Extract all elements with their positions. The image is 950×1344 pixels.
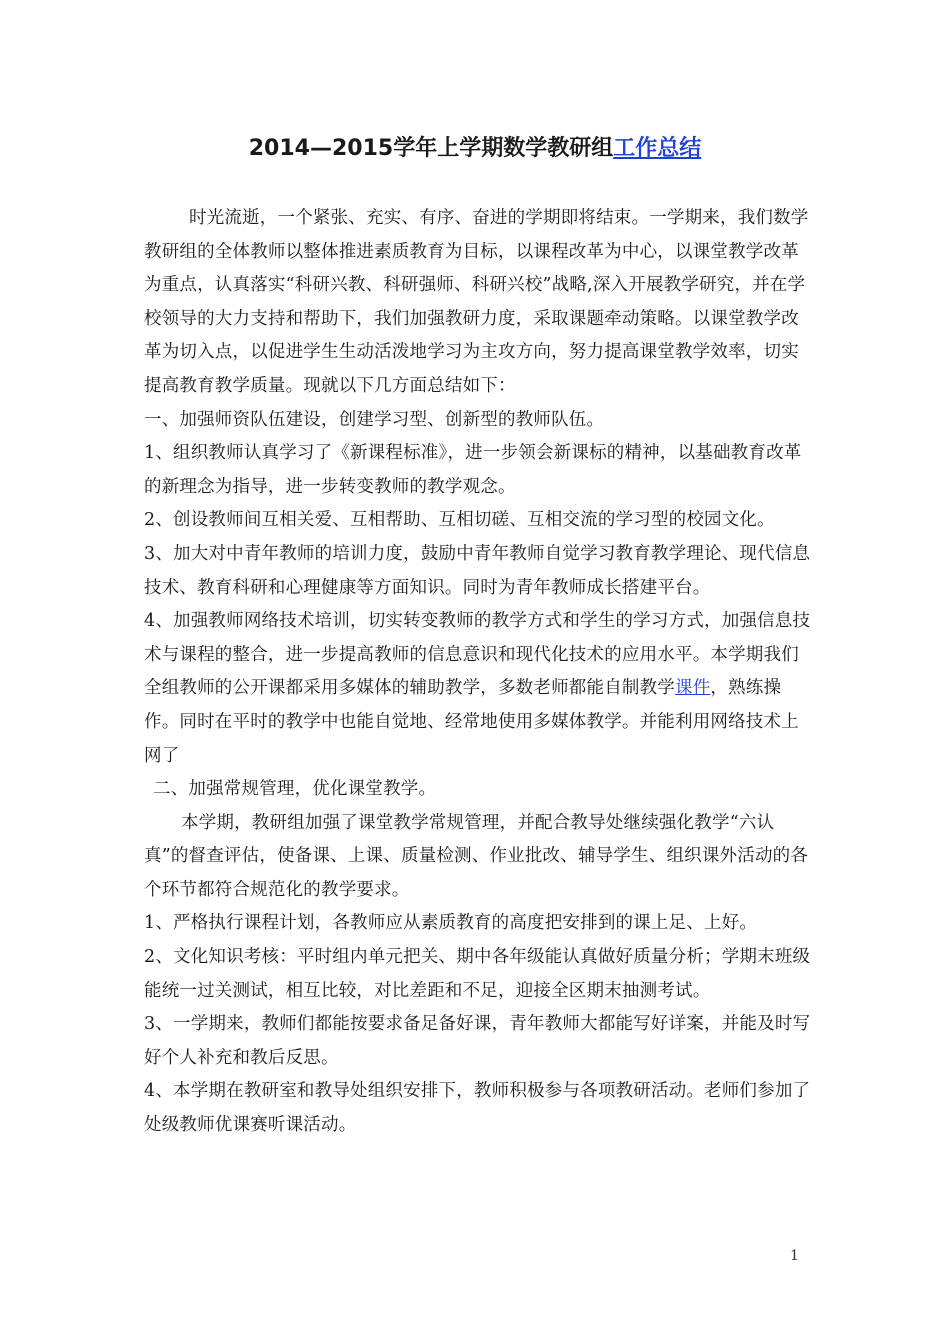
section-1-item-1: 1、组织教师认真学习了《新课程标准》，进一步领会新课标的精神，以基础教育改革的新理念为指导，进一步转变教师的教学观念。	[144, 443, 802, 497]
section-2-item-1: 1、严格执行课程计划，各教师应从素质教育的高度把安排到的课上足、上好。	[144, 913, 758, 934]
section-1-item-2: 2、创设教师间互相关爱、互相帮助、互相切磋、互相交流的学习型的校园文化。	[144, 510, 775, 531]
section-2-intro: 本学期，教研组加强了课堂教学常规管理，并配合教导处继续强化教学“六认真”的督查评估，使备课、上课、质量检测、作业批改、辅导学生、组织课外活动的各个环节都符合规范化的教学要求。	[144, 812, 809, 900]
item-4-text-b: ，熟练操作。同时在平时的教学中也能自觉地、经常地使用多媒体教学。并能利用网络技术上网了	[144, 678, 799, 766]
page-number: 1	[790, 1248, 799, 1264]
title-text: 2014—2015学年上学期数学教研组	[248, 136, 614, 161]
section-2-heading: 二、加强常规管理，优化课堂教学。	[153, 779, 437, 800]
section-1-heading: 一、加强师资队伍建设，创建学习型、创新型的教师队伍。	[144, 409, 605, 430]
section-1-item-3: 3、加大对中青年教师的培训力度，鼓励中青年教师自觉学习教育教学理论、现代信息技术、教育科研和心理健康等方面知识。同时为青年教师成长搭建平台。	[144, 543, 811, 598]
item-4-text-a: 4、加强教师网络技术培训，切实转变教师的教学方式和学生的学习方式，加强信息技术与课程的整合，进一步提高教师的信息意识和现代化技术的应用水平。本学期我们全组教师的公开课都采用多媒体的辅助教学，多数老师都能自制教学	[144, 611, 811, 699]
section-2-item-4: 4、本学期在教研室和教导处组织安排下，教师积极参与各项教研活动。老师们参加了处级教师优课赛听课活动。	[144, 1081, 811, 1136]
document-title	[0, 128, 950, 170]
section-2-item-2: 2、文化知识考核：平时组内单元把关、期中各年级能认真做好质量分析；学期末班级能统一过关测试，相互比较，对比差距和不足，迎接全区期末抽测考试。	[144, 947, 811, 1001]
title-link[interactable]: 工作总结	[613, 136, 702, 161]
section-1-item-4	[144, 605, 812, 773]
courseware-link[interactable]: 课件	[675, 678, 711, 699]
intro-paragraph: 时光流逝，一个紧张、充实、有序、奋进的学期即将结束。一学期来，我们数学教研组的全体教师以整体推进素质教育为目标，以课程改革为中心，以课堂教学改革为重点，认真落实“科研兴教、科研强师、科研兴校”战略,深入开展教学研究，并在学校领导的大力支持和帮助下，我们加强教研力度，采取课题牵动策略。以课堂教学改革为切入点，以促进学生生动活泼地学习为主攻方向，努力提高课堂教学效率，切实提高教育教学质量。现就以下几方面总结如下：	[144, 208, 809, 396]
document-body	[144, 202, 812, 1143]
section-2-item-3: 3、一学期来，教师们都能按要求备足备好课，青年教师大都能写好详案，并能及时写好个人补充和教后反思。	[144, 1014, 811, 1068]
